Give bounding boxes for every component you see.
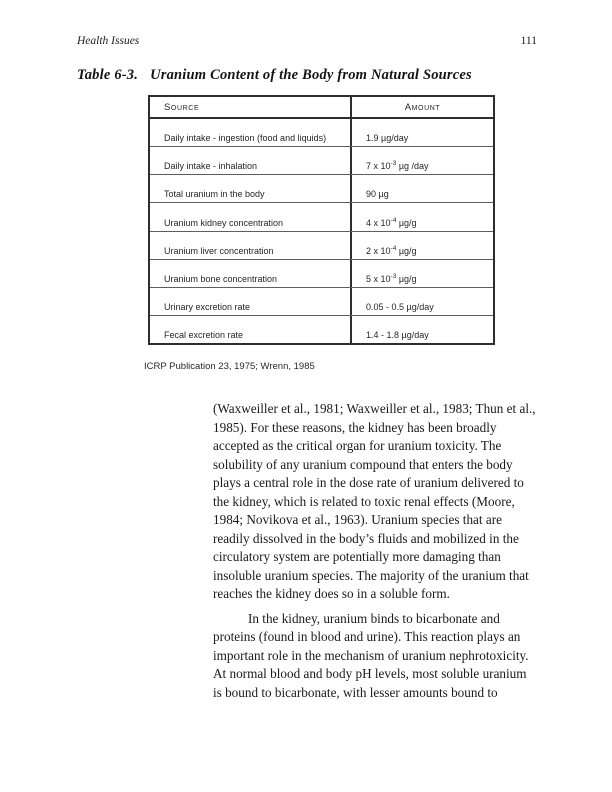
amount-cell: 1.4 - 1.8 µg/day [350, 316, 493, 343]
table-row [150, 315, 493, 343]
amount-cell: 5 x $10^{-3}$ µg/g [350, 260, 493, 287]
running-header-title: Health Issues [77, 35, 140, 47]
text-line: circulatory system are potentially more damaging than [213, 549, 501, 564]
source-cell: Uranium liver concentration [164, 245, 274, 256]
source-cell: Daily intake - ingestion (food and liquids) [164, 133, 327, 144]
source-cell: Fecal excretion rate [164, 330, 244, 340]
source-cell: Uranium kidney concentration [164, 217, 284, 228]
text-line: accepted as the critical organ for uranium toxicity. The [213, 438, 502, 453]
text-line: plays a central role in the dose rate of uranium delivered to [213, 475, 524, 490]
table-row [150, 174, 493, 202]
text-line: 1985). For these reasons, the kidney has been broadly [213, 419, 497, 435]
source-cell: Uranium bone concentration [164, 273, 278, 284]
body-text [213, 400, 536, 702]
text-line: At normal blood and body pH levels, most soluble uranium [213, 666, 527, 681]
source-cell: Daily intake - inhalation [164, 161, 258, 172]
text-line: 1984; Novikova et al., 1963). Uranium species that are [213, 512, 502, 527]
table-footnote: ICRP Publication 23, 1975; Wrenn, 1985 [144, 361, 315, 372]
table-title [77, 67, 472, 84]
text-line: is bound to bicarbonate, with lesser amounts bound to [213, 684, 498, 700]
table-row [150, 202, 493, 230]
source-cell: Total uranium in the body [164, 189, 265, 200]
text-line: proteins (found in blood and urine). This reaction plays an [213, 629, 521, 644]
text-line: insoluble uranium species. The majority of the uranium that [213, 567, 529, 583]
text-line: In the kidney, uranium binds to bicarbonate and [248, 610, 500, 626]
table-row [150, 231, 493, 259]
table-row [150, 287, 493, 315]
table-header-row [150, 97, 493, 119]
table-body [150, 119, 493, 343]
column-header-amount: Amount [350, 97, 493, 117]
source-cell: Urinary excretion rate [164, 301, 251, 312]
uranium-content-table [148, 95, 495, 345]
amount-cell: 2 x $10^{-4}$ µg/g [350, 232, 493, 259]
paragraph [213, 610, 536, 703]
table-title-label: Table 6-3. [77, 67, 139, 83]
amount-cell: 4 x $10^{-4}$ µg/g [350, 203, 493, 230]
text-line: readily dissolved in the body’s fluids and mobilized in the [213, 530, 519, 546]
table-title-text: Uranium Content of the Body from Natural Sources [150, 67, 472, 83]
page-number: 111 [520, 35, 537, 47]
paragraph [213, 400, 536, 604]
amount-cell: 90 µg [350, 175, 493, 202]
text-line: the kidney, which is related to toxic renal effects (Moore, [213, 493, 515, 509]
column-header-source: Source [164, 101, 200, 113]
amount-cell: 7 x $10^{-3}$ µg /day [350, 147, 493, 174]
text-line: solubility of any uranium compound that enters the body [213, 456, 513, 472]
text-line: reaches the kidney does so in a soluble form. [213, 586, 450, 601]
amount-cell: 1.9 µg/day [350, 119, 493, 146]
table-row [150, 119, 493, 146]
text-line: important role in the mechanism of uranium nephrotoxicity. [213, 647, 529, 663]
table-row [150, 259, 493, 287]
amount-cell: 0.05 - 0.5 µg/day [350, 288, 493, 315]
table-row [150, 146, 493, 174]
text-line: (Waxweiller et al., 1981; Waxweiller et al., 1983; Thun et al., [213, 401, 536, 416]
